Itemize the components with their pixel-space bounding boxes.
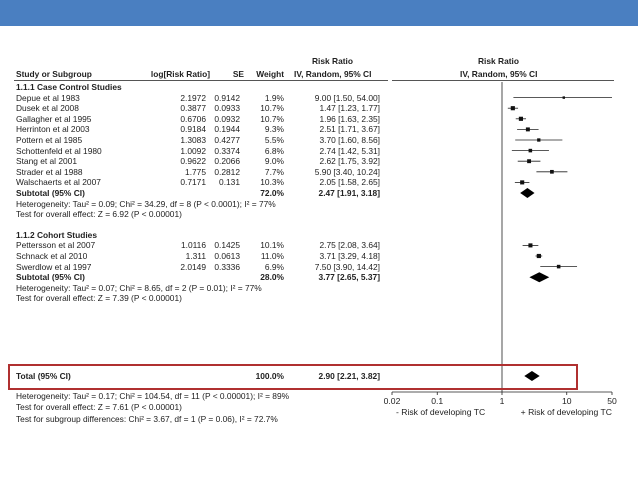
- subtotal-label: Subtotal (95% CI): [16, 188, 85, 198]
- study-ci: 7.50 [3.90, 14.42]: [314, 261, 380, 272]
- study-se: 0.0933: [214, 103, 240, 114]
- subtotal-ci: 3.77 [2.65, 5.37]: [318, 272, 380, 283]
- study-name: Swerdlow et al 1997: [16, 261, 92, 272]
- study-lograt: 1.0116: [181, 240, 206, 251]
- study-lograt: 0.7171: [180, 177, 206, 188]
- total-label: Total (95% CI): [16, 371, 71, 381]
- study-lograt: 0.6706: [180, 113, 206, 124]
- study-lograt: 0.9622: [180, 156, 206, 167]
- effect-square: [528, 243, 532, 247]
- study-se: 0.131: [219, 177, 240, 188]
- plot-column-subtitle: IV, Random, 95% CI: [460, 69, 538, 79]
- study-se: 0.0613: [214, 251, 240, 261]
- study-weight: 10.3%: [260, 177, 284, 188]
- effect-square: [563, 96, 565, 98]
- study-se: 0.2066: [214, 156, 240, 167]
- study-se: 0.3374: [214, 145, 240, 156]
- se-column-header: SE: [232, 69, 244, 79]
- subgroup-differences-text: Test for subgroup differences: Chi² = 3.67, df = 1 (P = 0.06), I² = 72.7%: [16, 414, 278, 424]
- effect-square: [557, 265, 561, 269]
- study-column-header: Study or Subgroup: [16, 69, 92, 79]
- left-direction-label: - Risk of developing TC: [396, 407, 486, 417]
- study-weight: 1.9%: [264, 92, 284, 103]
- subtotal-ci: 2.47 [1.91, 3.18]: [318, 188, 380, 198]
- study-weight: 9.0%: [264, 156, 284, 167]
- study-name: Pottern et al 1985: [16, 135, 83, 145]
- study-lograt: 1.0092: [180, 145, 206, 156]
- study-lograt: 2.1972: [180, 92, 206, 103]
- group-title: 1.1.2 Cohort Studies: [16, 229, 97, 240]
- study-weight: 10.7%: [260, 113, 284, 124]
- total-heterogeneity-text: Heterogeneity: Tau² = 0.17; Chi² = 104.54, df = 11 (P < 0.00001); I² = 89%: [16, 391, 290, 401]
- overall-effect-text: Test for overall effect: Z = 7.39 (P < 0.00001): [16, 293, 182, 304]
- study-ci: 2.74 [1.42, 5.31]: [319, 145, 380, 156]
- study-ci: 2.75 [2.08, 3.64]: [319, 240, 380, 251]
- total-highlight-box: [8, 364, 578, 390]
- effect-square: [526, 127, 530, 131]
- study-ci: 1.47 [1.23, 1.77]: [319, 103, 380, 114]
- study-weight: 7.7%: [264, 166, 284, 177]
- study-se: 0.1425: [214, 240, 240, 251]
- subtotal-weight: 72.0%: [260, 188, 284, 198]
- effect-square: [520, 180, 524, 184]
- lograt-column-header: log[Risk Ratio]: [150, 69, 210, 79]
- subtotal-label: Subtotal (95% CI): [16, 272, 85, 283]
- effect-square: [511, 106, 515, 110]
- study-name: Schnack et al 2010: [16, 251, 88, 261]
- study-weight: 6.9%: [264, 261, 284, 272]
- effect-square: [550, 170, 554, 174]
- study-weight: 11.0%: [260, 251, 284, 261]
- right-direction-label: + Risk of developing TC: [520, 407, 612, 417]
- study-weight: 10.7%: [260, 103, 284, 114]
- subtotal-diamond: [520, 188, 534, 198]
- study-ci: 5.90 [3.40, 10.24]: [314, 166, 380, 177]
- study-ci: 3.71 [3.29, 4.18]: [319, 251, 380, 261]
- study-se: 0.9142: [214, 92, 240, 103]
- study-name: Gallagher et al 1995: [16, 113, 92, 124]
- study-name: Schottenfeld et al 1980: [16, 145, 102, 156]
- x-tick-label: 0.02: [383, 396, 401, 406]
- study-ci: 2.62 [1.75, 3.92]: [319, 156, 380, 167]
- study-weight: 5.5%: [264, 135, 284, 145]
- study-lograt: 0.3877: [180, 103, 206, 114]
- study-se: 0.0932: [214, 113, 240, 124]
- study-ci: 1.96 [1.63, 2.35]: [319, 113, 380, 124]
- study-lograt: 1.775: [185, 166, 206, 177]
- overall-effect-text: Test for overall effect: Z = 6.92 (P < 0.00001): [16, 209, 182, 220]
- study-name: Herrinton et al 2003: [16, 124, 90, 135]
- effect-square: [527, 159, 531, 163]
- study-ci: 3.70 [1.60, 8.56]: [319, 135, 380, 145]
- study-lograt: 1.311: [185, 251, 206, 261]
- effect-square: [537, 138, 540, 141]
- study-name: Pettersson et al 2007: [16, 240, 96, 251]
- study-ci: 2.51 [1.71, 3.67]: [319, 124, 380, 135]
- rr-column-subtitle: IV, Random, 95% CI: [294, 69, 372, 79]
- heterogeneity-text: Heterogeneity: Tau² = 0.07; Chi² = 8.65, df = 2 (P = 0.01); I² = 77%: [16, 282, 262, 293]
- x-tick-label: 50: [607, 396, 617, 406]
- study-name: Dusek et al 2008: [16, 103, 79, 114]
- x-tick-label: 1: [499, 396, 505, 406]
- x-tick-label: 10: [561, 396, 572, 406]
- study-name: Strader et al 1988: [16, 166, 83, 177]
- x-tick-label: 0.1: [431, 396, 444, 406]
- study-se: 0.4277: [214, 135, 240, 145]
- subtotal-weight: 28.0%: [260, 272, 284, 283]
- total-weight: 100.0%: [255, 371, 284, 381]
- study-weight: 6.8%: [264, 145, 284, 156]
- study-lograt: 0.9184: [180, 124, 206, 135]
- total-ci: 2.90 [2.21, 3.82]: [318, 371, 380, 381]
- study-weight: 10.1%: [260, 240, 284, 251]
- study-ci: 9.00 [1.50, 54.00]: [314, 92, 380, 103]
- study-name: Depue et al 1983: [16, 92, 80, 103]
- study-weight: 9.3%: [264, 124, 284, 135]
- effect-square: [529, 149, 533, 153]
- rr-column-title: Risk Ratio: [312, 56, 353, 66]
- study-ci: 2.05 [1.58, 2.65]: [319, 177, 380, 188]
- effect-square: [519, 117, 523, 121]
- heterogeneity-text: Heterogeneity: Tau² = 0.09; Chi² = 34.29, df = 8 (P < 0.0001); I² = 77%: [16, 198, 276, 209]
- study-se: 0.2812: [214, 166, 240, 177]
- study-name: Walschaerts et al 2007: [16, 177, 101, 188]
- plot-column-title: Risk Ratio: [478, 56, 519, 66]
- effect-square: [537, 254, 541, 258]
- study-se: 0.1944: [214, 124, 240, 135]
- subtotal-diamond: [529, 272, 549, 282]
- weight-column-header: Weight: [256, 69, 284, 79]
- study-lograt: 1.3083: [180, 135, 206, 145]
- group-title: 1.1.1 Case Control Studies: [16, 82, 122, 92]
- study-name: Stang et al 2001: [16, 156, 78, 167]
- study-se: 0.3336: [214, 261, 240, 272]
- study-lograt: 2.0149: [180, 261, 206, 272]
- total-overall-effect-text: Test for overall effect: Z = 7.61 (P < 0.00001): [16, 402, 182, 412]
